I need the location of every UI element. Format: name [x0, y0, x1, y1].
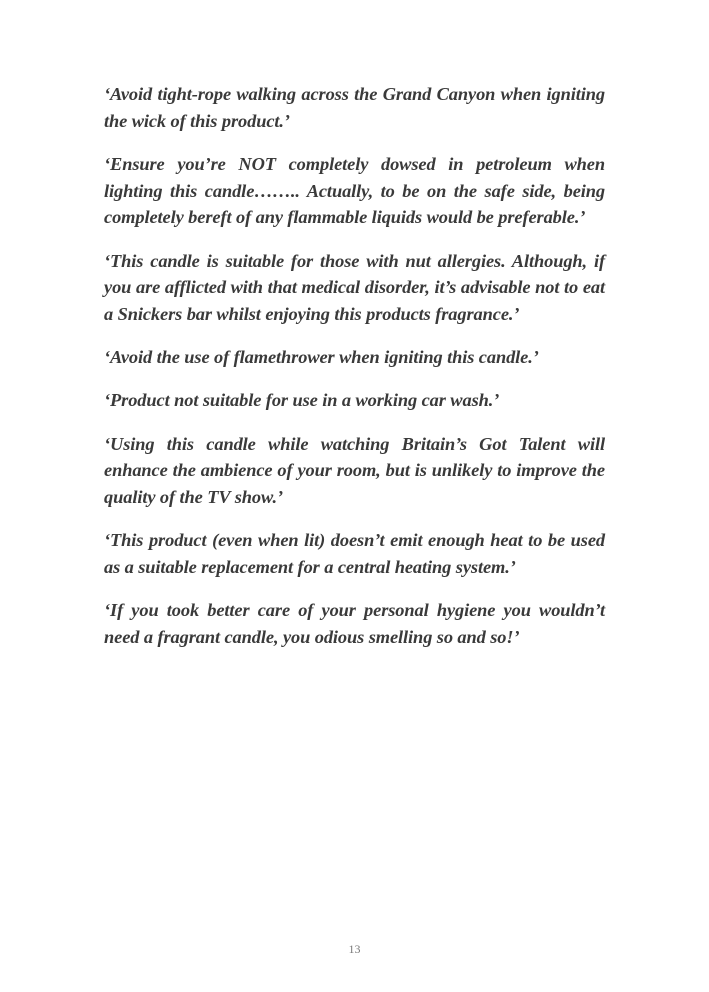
- paragraph-7: ‘This product (even when lit) doesn’t emit enough heat to be used as a suitable replacement for a central heating system.’: [104, 530, 605, 577]
- paragraph-1: ‘Avoid tight-rope walking across the Grand Canyon when igniting the wick of this product.’: [104, 84, 605, 131]
- paragraph-8: ‘If you took better care of your personal hygiene you wouldn’t need a fragrant candle, you odious smelling so and so!’: [104, 600, 605, 647]
- paragraph-2: ‘Ensure you’re NOT completely dowsed in petroleum when lighting this candle…….. Actually, to be on the safe side, being completely bereft of any flammable liquids would be preferable.’: [104, 153, 605, 228]
- paragraph-3: ‘This candle is suitable for those with nut allergies. Although, if you are afflicted with that medical disorder, it’s advisable not to eat a Snickers bar whilst enjoying this products fragrance.’: [104, 250, 605, 324]
- paragraph-6: ‘Using this candle while watching Britain’s Got Talent will enhance the ambience of your room, but is unlikely to improve the quality of the TV show.’: [104, 433, 605, 507]
- page-number: 13: [348, 942, 361, 956]
- paragraph-4: ‘Avoid the use of flamethrower when igniting this candle.’: [104, 347, 539, 368]
- body-text: [104, 81, 605, 667]
- paragraph-5: ‘Product not suitable for use in a working car wash.’: [104, 390, 500, 411]
